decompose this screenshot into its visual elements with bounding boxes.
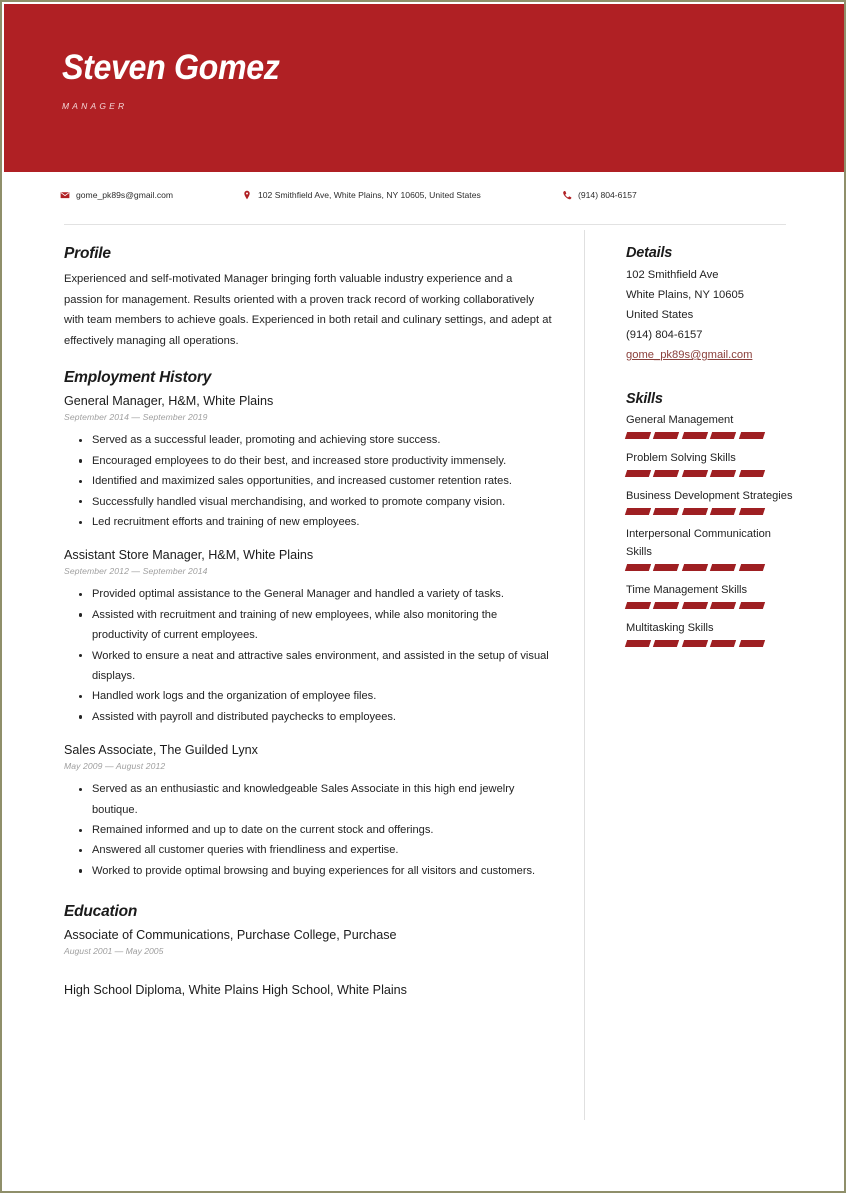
job-bullet: Encouraged employees to do their best, and increased store productivity immensely. (92, 451, 554, 471)
location-pin-icon (242, 190, 252, 200)
job-title-line: Sales Associate, The Guilded Lynx (64, 743, 258, 758)
skill-segment (710, 470, 737, 477)
skill-segment (625, 432, 652, 439)
education-dates: August 2001 — May 2005 (64, 946, 164, 957)
job-entry (64, 393, 554, 532)
skill-name: Multitasking Skills (626, 622, 714, 634)
contact-bar (60, 190, 790, 200)
contact-address (242, 190, 562, 200)
skill-level-bar (626, 508, 764, 515)
skill-segment (625, 602, 652, 609)
job-bullet: Served as a successful leader, promoting and achieving store success. (92, 430, 554, 450)
skill-segment (682, 564, 709, 571)
job-bullet-list (64, 584, 554, 727)
candidate-name: Steven Gomez (62, 48, 280, 87)
skill-name: Business Development Strategies (626, 490, 793, 502)
envelope-icon (60, 190, 70, 200)
job-dates: May 2009 — August 2012 (64, 761, 166, 772)
skill-level-bar (626, 470, 764, 477)
job-bullet: Served as an enthusiastic and knowledgeable Sales Associate in this high end jewelry boutique. (92, 779, 554, 820)
phone-icon (562, 190, 572, 200)
education-title-line: High School Diploma, White Plains High School, White Plains (64, 983, 407, 998)
skill-segment (625, 640, 652, 647)
contact-phone (562, 190, 637, 200)
job-bullet: Handled work logs and the organization of employee files. (92, 686, 554, 706)
skill-segment (653, 432, 680, 439)
section-employment-history (64, 369, 554, 881)
job-title-line: Assistant Store Manager, H&M, White Plains (64, 548, 314, 563)
job-bullet: Led recruitment efforts and training of new employees. (92, 512, 554, 532)
section-skills (626, 391, 798, 647)
contact-phone-text: (914) 804-6157 (578, 190, 637, 200)
sidebar-column (626, 245, 798, 657)
detail-phone: (914) 804-6157 (626, 329, 703, 341)
skill-segment (738, 508, 765, 515)
contact-email[interactable] (60, 190, 242, 200)
job-dates: September 2012 — September 2014 (64, 566, 208, 577)
education-heading: Education (64, 903, 138, 921)
skill-segment (625, 564, 652, 571)
profile-heading: Profile (64, 245, 111, 262)
job-bullet: Assisted with recruitment and training of new employees, while also monitoring the productivity of current employees. (92, 605, 554, 646)
skill-item (626, 525, 798, 571)
header-divider (64, 224, 786, 225)
skill-segment (710, 602, 737, 609)
skill-segment (682, 602, 709, 609)
detail-address-city: White Plains, NY 10605 (626, 289, 744, 301)
skill-segment (710, 432, 737, 439)
candidate-job-title: MANAGER (62, 100, 128, 111)
section-education (64, 903, 554, 999)
job-bullet: Identified and maximized sales opportunities, and increased customer retention rates. (92, 471, 554, 491)
skill-item (626, 619, 798, 647)
skill-name: General Management (626, 414, 734, 426)
skill-segment (625, 508, 652, 515)
education-entry (64, 982, 554, 999)
skill-segment (653, 564, 680, 571)
job-bullet-list (64, 779, 554, 881)
skill-segment (682, 640, 709, 647)
job-bullet: Worked to ensure a neat and attractive sales environment, and assisted in the setup of visual displays. (92, 646, 554, 687)
skill-segment (738, 432, 765, 439)
skill-name: Time Management Skills (626, 584, 748, 596)
contact-address-text: 102 Smithfield Ave, White Plains, NY 10605, United States (258, 190, 481, 200)
skill-segment (682, 470, 709, 477)
skill-item (626, 449, 798, 477)
profile-text: Experienced and self-motivated Manager bringing forth valuable industry experience and a passion for management. Results oriented with a proven track record of working collaboratively with team members to achieve goals. Experienced in both retail and culinary settings, and adept at effectively managing all operations. (64, 273, 552, 347)
skill-segment (653, 470, 680, 477)
skill-level-bar (626, 564, 764, 571)
detail-email-link[interactable]: gome_pk89s@gmail.com (626, 349, 753, 361)
job-bullet: Remained informed and up to date on the current stock and offerings. (92, 820, 554, 840)
job-bullet: Answered all customer queries with friendliness and expertise. (92, 840, 554, 860)
detail-address-country: United States (626, 309, 694, 321)
section-profile (64, 245, 554, 351)
details-heading: Details (626, 245, 673, 261)
column-divider (584, 230, 585, 1120)
skill-level-bar (626, 432, 764, 439)
job-title-line: General Manager, H&M, White Plains (64, 394, 274, 409)
section-details (626, 245, 798, 365)
job-dates: September 2014 — September 2019 (64, 412, 208, 423)
skill-segment (710, 564, 737, 571)
detail-address-street: 102 Smithfield Ave (626, 269, 719, 281)
job-entry (64, 742, 554, 881)
skill-segment (682, 432, 709, 439)
job-bullet: Successfully handled visual merchandising, and worked to promote company vision. (92, 492, 554, 512)
job-entry (64, 547, 554, 727)
skill-item (626, 411, 798, 439)
skill-segment (710, 640, 737, 647)
skill-segment (738, 564, 765, 571)
education-entry (64, 927, 554, 956)
employment-heading: Employment History (64, 369, 212, 387)
skill-segment (738, 640, 765, 647)
job-bullet: Assisted with payroll and distributed paychecks to employees. (92, 707, 554, 727)
job-bullet-list (64, 430, 554, 532)
skill-name: Problem Solving Skills (626, 452, 736, 464)
skill-segment (653, 640, 680, 647)
skill-item (626, 487, 798, 515)
main-column (64, 245, 554, 999)
skill-level-bar (626, 602, 764, 609)
skill-name: Interpersonal Communication Skills (626, 528, 771, 558)
header-identity-block (62, 50, 298, 111)
skills-heading: Skills (626, 391, 663, 407)
skill-segment (653, 508, 680, 515)
skill-segment (625, 470, 652, 477)
skill-item (626, 581, 798, 609)
skill-segment (710, 508, 737, 515)
skill-level-bar (626, 640, 764, 647)
resume-header-banner (4, 4, 844, 172)
education-title-line: Associate of Communications, Purchase College, Purchase (64, 928, 397, 943)
job-bullet: Worked to provide optimal browsing and buying experiences for all visitors and customers. (92, 861, 554, 881)
job-bullet: Provided optimal assistance to the General Manager and handled a variety of tasks. (92, 584, 554, 604)
skill-segment (738, 470, 765, 477)
contact-email-text: gome_pk89s@gmail.com (76, 190, 174, 200)
skill-segment (738, 602, 765, 609)
skill-segment (682, 508, 709, 515)
skill-segment (653, 602, 680, 609)
